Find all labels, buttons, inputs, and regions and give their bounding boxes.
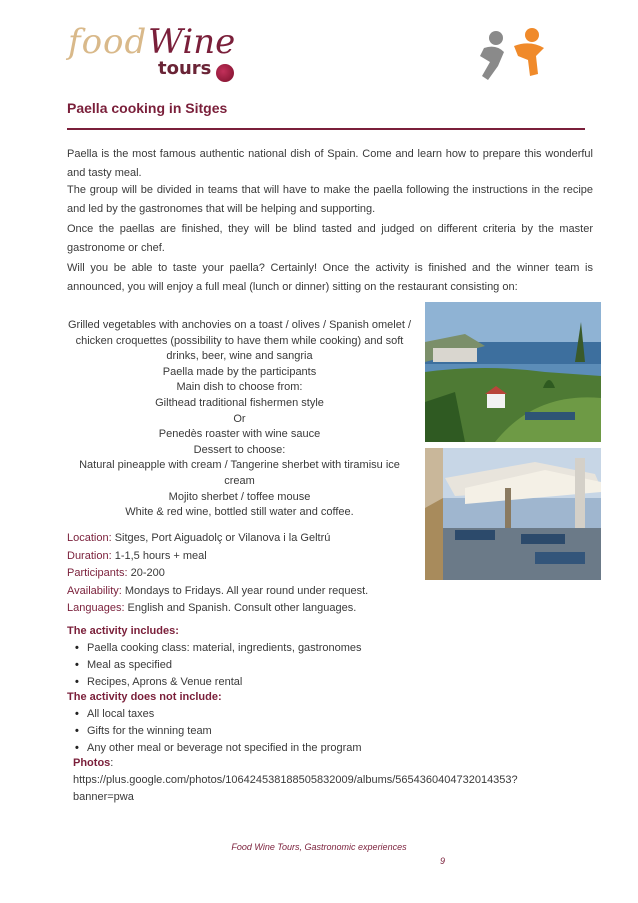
photos-colon: : (110, 757, 114, 769)
participants-value: 20-200 (127, 567, 165, 579)
photos-url-line1: https://plus.google.com/photos/106424538188505832009/albums/5654360404732014353? (73, 774, 518, 786)
title-divider (67, 128, 585, 130)
page-footer (0, 842, 638, 852)
menu-item: Mojito sherbet / toffee mouse (168, 490, 311, 503)
photos-section (73, 755, 593, 806)
languages-value: English and Spanish. Consult other languages. (124, 602, 357, 614)
logo-wine-text: Wine (148, 22, 236, 62)
availability-value: Mondays to Fridays. All year round under request. (121, 584, 369, 597)
logo-food-text: food (68, 22, 148, 62)
page-title: Paella cooking in Sitges (67, 100, 228, 116)
menu-item: Main dish to choose from: (176, 381, 303, 394)
food-wine-tours-logo (56, 18, 236, 88)
list-item: • Recipes, Aprons & Venue rental (75, 674, 587, 691)
languages-row (67, 600, 407, 618)
languages-label: Languages: (67, 602, 125, 614)
menu-item: Penedès roaster with wine sauce (158, 428, 321, 441)
activity-details (67, 530, 407, 618)
menu-item: Dessert to choose: (193, 443, 286, 456)
menu-item: Or (233, 412, 246, 425)
availability-label: Availability: (67, 584, 122, 597)
excludes-heading: The activity does not include: (67, 691, 222, 703)
wine-splash-icon (216, 64, 234, 82)
list-item: • Gifts for the winning team (75, 723, 587, 740)
includes-section (67, 623, 587, 691)
menu-item: Gilthead traditional fishermen style (155, 396, 324, 409)
photos-label: Photos (73, 757, 111, 769)
duration-row (67, 548, 407, 566)
footer-tagline: , Gastronomic experiences (299, 842, 407, 852)
menu-list (67, 318, 412, 521)
terrace-garden-photo (425, 302, 601, 442)
teams-paragraph: The group will be divided in teams that will have to make the paella following the instructions in the recipe and led by the gastronomes that will be helping and supporting. (67, 184, 593, 215)
menu-item: White & red wine, bottled still water and coffee. (125, 506, 354, 519)
excludes-section (67, 689, 587, 757)
meal-paragraph: Will you be able to taste your paella? Certainly! Once the activity is finished and the winner team is announced, you will enjoy a full meal (lunch or dinner) sitting on the restaurant consisting on: (67, 262, 593, 293)
availability-row (67, 583, 407, 601)
menu-item: Grilled vegetables with anchovies on a toast / olives / Spanish omelet / chicken croquettes (possibility to have them while cooking) and soft drinks, beer, wine and sangria (67, 319, 412, 363)
location-row (67, 530, 407, 548)
participants-label: Participants: (67, 567, 128, 579)
photos-link[interactable] (73, 772, 593, 806)
duration-value: 1-1,5 hours + meal (111, 549, 207, 562)
logo-tours-text: tours (158, 58, 212, 79)
judging-paragraph: Once the paellas are finished, they will be blind tasted and judged on different criteria by the master gastronome or chef. (67, 223, 593, 254)
photos-url-line2: banner=pwa (73, 791, 134, 803)
location-value: Sitges, Port Aiguadolç or Vilanova i la Geltrú (111, 532, 331, 544)
list-item: • Paella cooking class: material, ingredients, gastronomes (75, 640, 587, 657)
list-item: • Any other meal or beverage not specified in the program (75, 740, 587, 757)
location-label: Location: (67, 532, 112, 544)
intro-paragraph: Paella is the most famous authentic national dish of Spain. Come and learn how to prepare this wonderful and tasty meal. (67, 148, 593, 179)
menu-item: Natural pineapple with cream / Tangerine sherbet with tiramisu ice cream (79, 459, 400, 487)
list-item: • All local taxes (75, 706, 587, 723)
duration-label: Duration: (67, 549, 112, 562)
list-item: • Meal as specified (75, 657, 587, 674)
includes-heading: The activity includes: (67, 625, 179, 637)
page-number: 9 (440, 856, 446, 866)
footer-brand: Food Wine Tours (231, 842, 300, 852)
restaurant-patio-photo (425, 448, 601, 580)
menu-item: Paella made by the participants (162, 365, 317, 378)
people-figures-icon (474, 26, 554, 84)
participants-row (67, 565, 407, 583)
